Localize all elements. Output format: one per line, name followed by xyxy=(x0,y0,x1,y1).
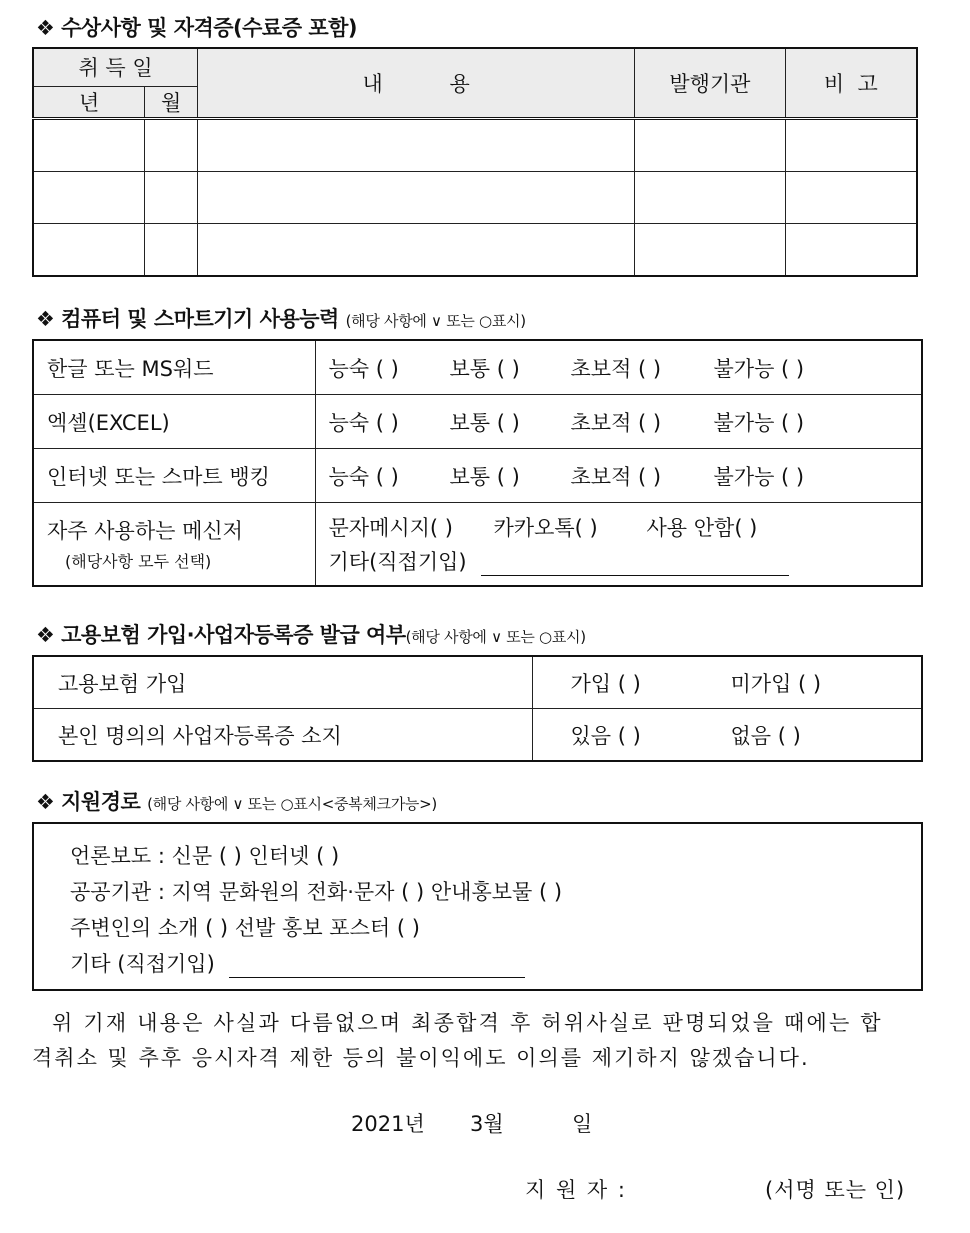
applicant-label: 지 원 자 : xyxy=(525,1178,627,1202)
option-skilled[interactable]: 능숙 ( ) xyxy=(328,464,399,489)
month-cell[interactable] xyxy=(145,223,198,276)
row-label: 본인 명의의 사업자등록증 소지 xyxy=(33,709,532,762)
declaration-line-1: 위 기재 내용은 사실과 다름없으며 최종합격 후 허위사실로 판명되었을 때에는 합 xyxy=(52,1011,883,1035)
header-issuer: 발행기관 xyxy=(635,48,786,118)
issuer-cell[interactable] xyxy=(635,171,786,223)
table-row xyxy=(33,656,922,709)
options-cell xyxy=(315,503,922,586)
option-kakaotalk[interactable]: 카카오톡( ) xyxy=(493,515,598,540)
insurance-title-note: (해당 사항에 ∨ 또는 ○표시) xyxy=(405,628,586,646)
table-row xyxy=(33,171,917,223)
remark-cell[interactable] xyxy=(785,118,917,171)
route-other-input-line[interactable] xyxy=(229,955,525,978)
signature-note: (서명 또는 인) xyxy=(765,1178,906,1202)
route-other-label: 기타 (직접기입) xyxy=(70,952,215,976)
table-row xyxy=(33,395,922,449)
date-day: 일 xyxy=(572,1112,593,1136)
messenger-sublabel: (해당사항 모두 선택) xyxy=(65,552,212,572)
messenger-label: 자주 사용하는 메신저 xyxy=(47,519,243,544)
option-normal[interactable]: 보통 ( ) xyxy=(449,410,520,435)
options-cell xyxy=(315,395,922,449)
header-month: 월 xyxy=(145,86,198,118)
insurance-table xyxy=(32,655,923,762)
header-acquired-date: 취 득 일 xyxy=(33,48,198,86)
insurance-title-text: ❖ 고용보험 가입·사업자등록증 발급 여부 xyxy=(36,623,406,647)
table-row xyxy=(33,709,922,762)
options-cell xyxy=(532,709,922,762)
table-row xyxy=(33,503,922,586)
option-not-joined[interactable]: 미가입 ( ) xyxy=(730,671,822,696)
application-route-box xyxy=(32,822,923,991)
option-impossible[interactable]: 불가능 ( ) xyxy=(713,356,805,381)
row-label xyxy=(33,503,315,586)
year-cell[interactable] xyxy=(33,118,145,171)
option-impossible[interactable]: 불가능 ( ) xyxy=(713,464,805,489)
route-line-referral[interactable]: 주변인의 소개 ( ) 선발 홍보 포스터 ( ) xyxy=(70,916,420,940)
row-label: 한글 또는 MS워드 xyxy=(33,340,315,395)
content-cell[interactable] xyxy=(198,118,635,171)
option-skilled[interactable]: 능숙 ( ) xyxy=(328,356,399,381)
computer-title-text: ❖ 컴퓨터 및 스마트기기 사용능력 xyxy=(36,307,339,331)
option-no[interactable]: 없음 ( ) xyxy=(730,723,801,748)
year-cell[interactable] xyxy=(33,171,145,223)
table-row xyxy=(33,223,917,276)
header-remark: 비 고 xyxy=(785,48,917,118)
route-line-other xyxy=(70,948,525,978)
options-cell xyxy=(315,449,922,503)
date-year: 2021년 xyxy=(351,1112,425,1136)
option-beginner[interactable]: 초보적 ( ) xyxy=(570,410,662,435)
row-label: 인터넷 또는 스마트 뱅킹 xyxy=(33,449,315,503)
issuer-cell[interactable] xyxy=(635,118,786,171)
issuer-cell[interactable] xyxy=(635,223,786,276)
option-joined[interactable]: 가입 ( ) xyxy=(570,671,641,696)
computer-title-note: (해당 사항에 ∨ 또는 ○표시) xyxy=(345,312,526,330)
route-title-text: ❖ 지원경로 xyxy=(36,790,141,814)
route-title-note: (해당 사항에 ∨ 또는 ○표시<중복체크가능>) xyxy=(147,795,437,813)
computer-skills-table xyxy=(32,339,923,587)
options-cell xyxy=(315,340,922,395)
remark-cell[interactable] xyxy=(785,223,917,276)
options-cell xyxy=(532,656,922,709)
route-section-title xyxy=(36,786,437,816)
awards-table xyxy=(32,47,918,277)
option-sms[interactable]: 문자메시지( ) xyxy=(328,515,453,540)
table-row xyxy=(33,449,922,503)
option-yes[interactable]: 있음 ( ) xyxy=(570,723,641,748)
other-input-line[interactable] xyxy=(481,553,789,576)
option-normal[interactable]: 보통 ( ) xyxy=(449,356,520,381)
content-cell[interactable] xyxy=(198,171,635,223)
option-beginner[interactable]: 초보적 ( ) xyxy=(570,356,662,381)
header-content: 내 용 xyxy=(198,48,635,118)
option-skilled[interactable]: 능숙 ( ) xyxy=(328,410,399,435)
table-row xyxy=(33,340,922,395)
row-label: 고용보험 가입 xyxy=(33,656,532,709)
row-label: 엑셀(EXCEL) xyxy=(33,395,315,449)
date-month: 3월 xyxy=(470,1112,504,1136)
month-cell[interactable] xyxy=(145,118,198,171)
option-normal[interactable]: 보통 ( ) xyxy=(449,464,520,489)
insurance-section-title xyxy=(36,619,586,649)
declaration-line-2: 격취소 및 추후 응시자격 제한 등의 불이익에도 이의를 제기하지 않겠습니다. xyxy=(32,1046,810,1070)
table-row xyxy=(33,118,917,171)
route-line-public[interactable]: 공공기관 : 지역 문화원의 전화·문자 ( ) 안내홍보물 ( ) xyxy=(70,880,563,904)
header-year: 년 xyxy=(33,86,145,118)
computer-section-title xyxy=(36,303,526,333)
content-cell[interactable] xyxy=(198,223,635,276)
option-impossible[interactable]: 불가능 ( ) xyxy=(713,410,805,435)
option-other-label: 기타(직접기입) xyxy=(328,549,467,574)
month-cell[interactable] xyxy=(145,171,198,223)
year-cell[interactable] xyxy=(33,223,145,276)
awards-section-title: ❖ 수상사항 및 자격증(수료증 포함) xyxy=(36,16,357,40)
remark-cell[interactable] xyxy=(785,171,917,223)
route-line-media[interactable]: 언론보도 : 신문 ( ) 인터넷 ( ) xyxy=(70,844,340,868)
option-beginner[interactable]: 초보적 ( ) xyxy=(570,464,662,489)
option-none[interactable]: 사용 안함( ) xyxy=(646,515,758,540)
